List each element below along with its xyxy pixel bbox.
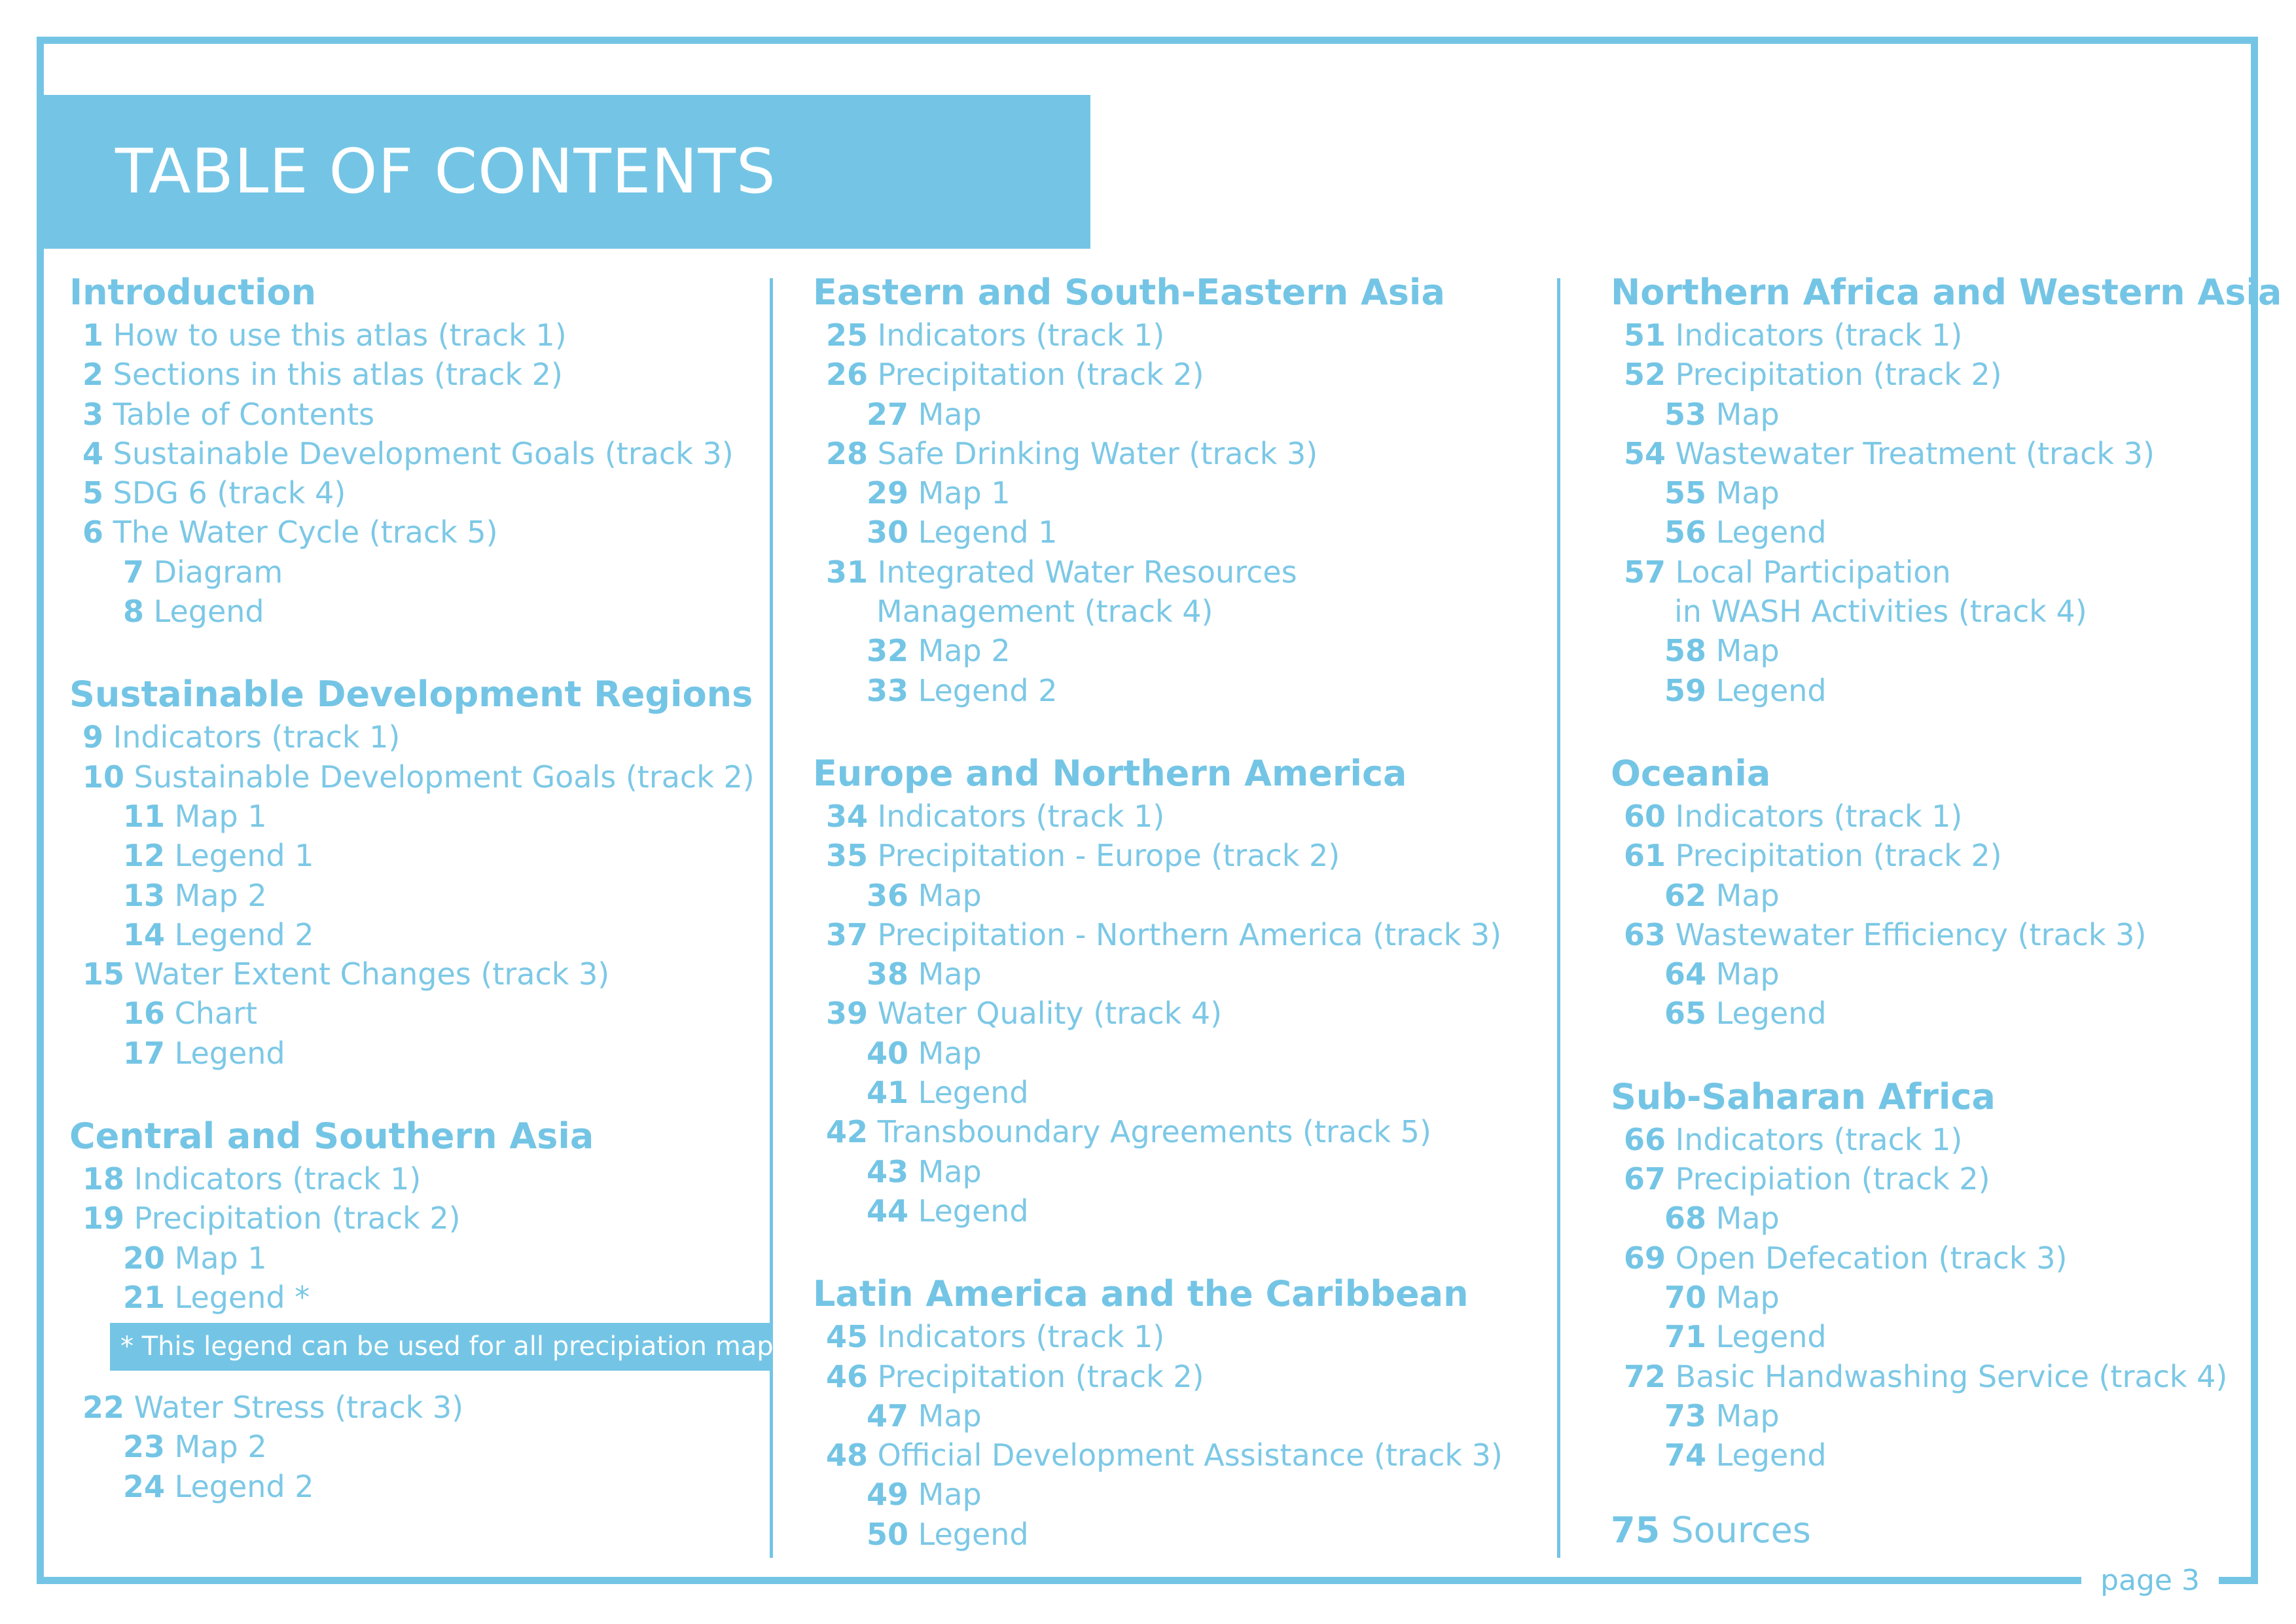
toc-entry[interactable] xyxy=(69,1467,463,1506)
entry-page-number: 24 xyxy=(123,1468,166,1504)
entry-page-number: 10 xyxy=(82,759,125,795)
entry-title: Indicators (track 1) xyxy=(1666,1121,1963,1157)
toc-entry[interactable] xyxy=(1611,552,2282,592)
entry-title: Chart xyxy=(165,996,258,1032)
entry-title: Legend xyxy=(1706,514,1827,550)
toc-entry[interactable] xyxy=(69,797,755,836)
entry-page-number: 45 xyxy=(826,1319,869,1355)
entry-title: Map xyxy=(1706,956,1780,992)
column-divider-2 xyxy=(1557,278,1560,1558)
entry-title: Sustainable Development Goals (track 3) xyxy=(103,435,734,471)
page-title: TABLE OF CONTENTS xyxy=(115,136,776,208)
entry-title: Precipitation (track 2) xyxy=(124,1200,461,1236)
toc-entry[interactable] xyxy=(813,1435,1503,1475)
toc-entry[interactable] xyxy=(813,954,1503,994)
entry-page-number: 7 xyxy=(123,554,145,590)
entry-page-number: 5 xyxy=(82,475,104,511)
toc-entry[interactable] xyxy=(69,552,755,592)
toc-entry[interactable] xyxy=(1611,434,2282,473)
entry-page-number: 59 xyxy=(1664,672,1707,708)
entry-page-number: 56 xyxy=(1664,514,1707,550)
toc-entry[interactable] xyxy=(69,395,755,434)
entry-title: Diagram xyxy=(144,554,283,590)
toc-entry[interactable] xyxy=(813,915,1503,954)
toc-section xyxy=(1611,1074,2282,1475)
toc-entry[interactable] xyxy=(1611,473,2282,513)
toc-column-2 xyxy=(813,270,1503,1595)
entry-title: Map xyxy=(1706,1398,1780,1434)
entry-title: Legend 1 xyxy=(165,838,314,874)
entry-page-number: 57 xyxy=(1624,554,1666,590)
entry-page-number: 23 xyxy=(123,1429,166,1465)
entry-page-number: 71 xyxy=(1664,1319,1707,1355)
toc-entry[interactable] xyxy=(1611,1199,2282,1238)
entry-title: Map xyxy=(908,1398,982,1434)
entry-page-number: 1 xyxy=(82,317,104,353)
entry-page-number: 68 xyxy=(1664,1200,1707,1236)
entry-title: Wastewater Treatment (track 3) xyxy=(1666,435,2155,471)
entry-page-number: 13 xyxy=(123,877,166,913)
toc-section xyxy=(1611,751,2282,1034)
toc-entry[interactable] xyxy=(1611,631,2282,670)
entry-title: Legend xyxy=(908,1516,1029,1552)
section-heading[interactable]: Oceania xyxy=(1611,752,1771,794)
entry-title: Precipitation - Northern America (track 3) xyxy=(868,916,1502,952)
entry-title: Water Extent Changes (track 3) xyxy=(124,956,610,992)
entry-page-number: 15 xyxy=(82,956,125,992)
entry-page-number: 40 xyxy=(867,1035,909,1071)
entry-page-number: 17 xyxy=(123,1035,166,1071)
entry-page-number: 27 xyxy=(867,396,909,432)
entry-page-number: 74 xyxy=(1664,1437,1707,1473)
toc-section xyxy=(813,751,1503,1231)
entry-title: Map 1 xyxy=(908,475,1011,511)
entry-page-number: 58 xyxy=(1664,633,1707,669)
note-text: * This legend can be used for all precipiation maps xyxy=(120,1331,787,1362)
entry-page-number: 42 xyxy=(826,1114,869,1150)
entry-page-number: 11 xyxy=(123,798,166,834)
title-banner xyxy=(37,95,1090,249)
entry-title: Legend 1 xyxy=(908,514,1058,550)
entry-title: Legend 2 xyxy=(165,916,314,952)
toc-entry[interactable] xyxy=(813,1396,1503,1435)
entry-title: Local Participation xyxy=(1666,554,1951,590)
entry-page-number: 28 xyxy=(826,435,869,471)
entry-page-number: 66 xyxy=(1624,1121,1666,1157)
toc-entry[interactable] xyxy=(813,797,1503,836)
entry-page-number: 60 xyxy=(1624,798,1666,834)
section-heading[interactable]: Introduction xyxy=(69,272,317,313)
toc-entry[interactable] xyxy=(69,876,755,915)
entry-title: Legend xyxy=(1706,996,1827,1032)
toc-column-3 xyxy=(1611,270,2282,1515)
entry-page-number: 41 xyxy=(867,1075,909,1111)
entry-title: Sustainable Development Goals (track 2) xyxy=(124,759,755,795)
entry-page-number: 37 xyxy=(826,916,869,952)
entry-title: Sections in this atlas (track 2) xyxy=(103,357,563,393)
toc-entry[interactable] xyxy=(813,473,1503,513)
toc-entry[interactable] xyxy=(69,717,755,757)
toc-entry[interactable] xyxy=(813,876,1503,915)
entry-page-number: 55 xyxy=(1664,475,1707,511)
entry-title: Legend xyxy=(144,594,264,630)
toc-entry[interactable] xyxy=(1611,1159,2282,1199)
entry-title: Legend 2 xyxy=(165,1468,314,1504)
toc-entry[interactable] xyxy=(813,395,1503,434)
entry-page-number: 75 xyxy=(1611,1509,1660,1551)
toc-entry[interactable] xyxy=(813,592,1503,631)
entry-page-number: 16 xyxy=(123,996,166,1032)
toc-entry[interactable] xyxy=(813,1073,1503,1112)
entry-title: Transboundary Agreements (track 5) xyxy=(868,1114,1431,1150)
toc-entry[interactable] xyxy=(813,513,1503,552)
entry-page-number: 25 xyxy=(826,317,869,353)
section-heading[interactable]: Northern Africa and Western Asia xyxy=(1611,272,2282,313)
toc-entry[interactable] xyxy=(1611,915,2282,954)
entry-title: Map 2 xyxy=(908,633,1011,669)
toc-entry[interactable] xyxy=(813,1515,1503,1554)
entry-page-number: 19 xyxy=(82,1200,125,1236)
entry-page-number: 50 xyxy=(867,1516,909,1552)
entry-page-number: 64 xyxy=(1664,956,1707,992)
toc-entry[interactable] xyxy=(1611,592,2282,631)
entry-title: Map xyxy=(1706,1200,1780,1236)
entry-page-number: 6 xyxy=(82,514,104,550)
entry-page-number: 32 xyxy=(867,633,909,669)
entry-page-number: 51 xyxy=(1624,317,1666,353)
entry-page-number: 36 xyxy=(867,877,909,913)
entry-title: Map xyxy=(908,396,982,432)
toc-entry[interactable] xyxy=(813,434,1503,473)
entry-page-number: 26 xyxy=(826,357,869,393)
toc-entry-sources[interactable] xyxy=(1611,1507,1811,1553)
toc-entry[interactable] xyxy=(813,1034,1503,1073)
entry-page-number: 31 xyxy=(826,554,869,590)
toc-entry[interactable] xyxy=(69,1388,463,1427)
entry-page-number: 46 xyxy=(826,1358,869,1394)
entry-title: Precipitation (track 2) xyxy=(1666,838,2002,874)
toc-entry[interactable] xyxy=(1611,671,2282,710)
entry-page-number: 38 xyxy=(867,956,909,992)
entry-title: Map xyxy=(1706,1279,1780,1315)
entry-title: Map xyxy=(908,877,982,913)
section-heading[interactable]: Sub-Saharan Africa xyxy=(1611,1075,1996,1117)
entry-page-number: 14 xyxy=(123,916,166,952)
toc-entry[interactable] xyxy=(69,1238,755,1278)
entry-title: Precipitation (track 2) xyxy=(1666,357,2002,393)
section-heading[interactable]: Europe and Northern America xyxy=(813,752,1407,794)
entry-page-number: 52 xyxy=(1624,357,1666,393)
toc-entry[interactable] xyxy=(813,836,1503,875)
toc-entry[interactable] xyxy=(813,1152,1503,1191)
entry-page-number: 72 xyxy=(1624,1358,1666,1394)
entry-title: Precipitation - Europe (track 2) xyxy=(868,838,1340,874)
toc-entry[interactable] xyxy=(69,355,755,394)
toc-entry[interactable] xyxy=(813,1112,1503,1151)
entry-title: Indicators (track 1) xyxy=(868,798,1165,834)
entry-page-number: 9 xyxy=(82,719,104,755)
entry-title: Map xyxy=(908,956,982,992)
entry-page-number: 2 xyxy=(82,357,104,393)
entry-page-number: 3 xyxy=(82,396,104,432)
toc-entry[interactable] xyxy=(1611,1317,2282,1356)
toc-entry[interactable] xyxy=(69,1034,755,1073)
entry-title: Legend * xyxy=(165,1279,310,1315)
toc-section xyxy=(69,1113,755,1317)
toc-entry[interactable] xyxy=(69,836,755,875)
toc-entry[interactable] xyxy=(1611,1278,2282,1317)
toc-entry[interactable] xyxy=(1611,876,2282,915)
toc-entry[interactable] xyxy=(1611,513,2282,552)
toc-entry[interactable] xyxy=(1611,1357,2282,1396)
entry-title: Map 2 xyxy=(165,877,267,913)
toc-entry[interactable] xyxy=(813,316,1503,355)
toc-entry[interactable] xyxy=(69,954,755,994)
toc-entry[interactable] xyxy=(69,513,755,552)
entry-page-number: 43 xyxy=(867,1153,909,1189)
entry-title: Precipiation (track 2) xyxy=(1666,1161,1990,1197)
toc-section xyxy=(1611,270,2282,710)
entry-page-number: 21 xyxy=(123,1279,166,1315)
toc-entry[interactable] xyxy=(813,552,1503,592)
entry-title: Legend xyxy=(1706,1437,1827,1473)
entry-title: Map xyxy=(1706,633,1780,669)
entry-title: Indicators (track 1) xyxy=(1666,317,1963,353)
entry-title: The Water Cycle (track 5) xyxy=(103,514,498,550)
precipitation-legend-note xyxy=(110,1323,787,1371)
entry-page-number: 61 xyxy=(1624,838,1666,874)
toc-entry[interactable] xyxy=(1611,316,2282,355)
entry-title: Legend xyxy=(908,1193,1029,1229)
toc-entry[interactable] xyxy=(1611,1238,2282,1278)
entry-page-number: 53 xyxy=(1664,396,1707,432)
entry-page-number: 70 xyxy=(1664,1279,1707,1315)
entry-page-number: 44 xyxy=(867,1193,909,1229)
toc-entry[interactable] xyxy=(69,1159,755,1199)
entry-title: Map 1 xyxy=(165,1240,267,1276)
entry-title: SDG 6 (track 4) xyxy=(103,475,346,511)
toc-entry[interactable] xyxy=(1611,994,2282,1033)
toc-entry[interactable] xyxy=(813,1191,1503,1231)
toc-entry[interactable] xyxy=(1611,355,2282,394)
toc-entry[interactable] xyxy=(1611,395,2282,434)
toc-column-1 xyxy=(69,270,755,1358)
toc-entry[interactable] xyxy=(69,757,755,797)
toc-column-1-continued xyxy=(69,1388,463,1506)
entry-page-number: 49 xyxy=(867,1477,909,1513)
toc-section xyxy=(813,270,1503,710)
toc-entry[interactable] xyxy=(813,631,1503,670)
toc-entry[interactable] xyxy=(69,1278,755,1317)
entry-title: Map xyxy=(1706,877,1780,913)
toc-entry[interactable] xyxy=(813,355,1503,394)
entry-title: in WASH Activities (track 4) xyxy=(1674,594,2087,630)
entry-title: Open Defecation (track 3) xyxy=(1666,1240,2068,1276)
entry-title: Water Stress (track 3) xyxy=(124,1390,464,1425)
entry-title: Official Development Assistance (track 3) xyxy=(868,1437,1503,1473)
entry-title: Legend xyxy=(908,1075,1029,1111)
entry-page-number: 35 xyxy=(826,838,869,874)
toc-entry[interactable] xyxy=(813,671,1503,710)
toc-entry[interactable] xyxy=(69,1427,463,1466)
section-heading[interactable]: Central and Southern Asia xyxy=(69,1115,594,1157)
section-heading[interactable]: Latin America and the Caribbean xyxy=(813,1273,1469,1315)
entry-page-number: 48 xyxy=(826,1437,869,1473)
entry-title: Indicators (track 1) xyxy=(1666,798,1963,834)
entry-title: Map 2 xyxy=(165,1429,267,1465)
toc-entry[interactable] xyxy=(1611,954,2282,994)
entry-page-number: 54 xyxy=(1624,435,1666,471)
entry-page-number: 73 xyxy=(1664,1398,1707,1434)
toc-section xyxy=(813,1271,1503,1554)
entry-page-number: 22 xyxy=(82,1390,125,1425)
entry-title: Indicators (track 1) xyxy=(124,1161,422,1197)
toc-entry[interactable] xyxy=(69,316,755,355)
entry-title: Map xyxy=(908,1153,982,1189)
entry-title: Management (track 4) xyxy=(876,594,1213,630)
section-heading[interactable]: Eastern and South-Eastern Asia xyxy=(813,272,1445,313)
toc-entry[interactable] xyxy=(69,994,755,1033)
entry-title: Map xyxy=(908,1477,982,1513)
entry-title: Map xyxy=(908,1035,982,1071)
toc-entry[interactable] xyxy=(813,1357,1503,1396)
toc-entry[interactable] xyxy=(813,994,1503,1033)
entry-page-number: 69 xyxy=(1624,1240,1666,1276)
entry-page-number: 65 xyxy=(1664,996,1707,1032)
entry-page-number: 39 xyxy=(826,996,869,1032)
toc-entry[interactable] xyxy=(69,915,755,954)
entry-page-number: 20 xyxy=(123,1240,166,1276)
section-heading[interactable]: Sustainable Development Regions xyxy=(69,674,753,715)
toc-entry[interactable] xyxy=(1611,1120,2282,1159)
entry-page-number: 30 xyxy=(867,514,909,550)
entry-title: Table of Contents xyxy=(103,396,375,432)
toc-entry[interactable] xyxy=(1611,836,2282,875)
entry-title: Precipitation (track 2) xyxy=(868,1358,1204,1394)
entry-title: Safe Drinking Water (track 3) xyxy=(868,435,1318,471)
toc-entry[interactable] xyxy=(1611,1435,2282,1475)
entry-title: Sources xyxy=(1660,1509,1811,1551)
entry-title: Wastewater Efficiency (track 3) xyxy=(1666,916,2147,952)
entry-title: Map xyxy=(1706,475,1780,511)
toc-section xyxy=(69,672,755,1073)
entry-title: Legend 2 xyxy=(908,672,1058,708)
entry-title: Integrated Water Resources xyxy=(868,554,1297,590)
entry-title: Legend xyxy=(165,1035,285,1071)
entry-page-number: 8 xyxy=(123,594,145,630)
toc-section xyxy=(69,270,755,631)
toc-entry[interactable] xyxy=(69,434,755,473)
entry-page-number: 62 xyxy=(1664,877,1707,913)
toc-entry[interactable] xyxy=(69,592,755,631)
entry-page-number: 18 xyxy=(82,1161,125,1197)
toc-entry[interactable] xyxy=(813,1317,1503,1356)
toc-entry[interactable] xyxy=(813,1475,1503,1514)
entry-page-number: 63 xyxy=(1624,916,1666,952)
entry-page-number: 47 xyxy=(867,1398,909,1434)
toc-entry[interactable] xyxy=(1611,797,2282,836)
entry-title: Water Quality (track 4) xyxy=(868,996,1223,1032)
entry-page-number: 12 xyxy=(123,838,166,874)
toc-entry[interactable] xyxy=(1611,1396,2282,1435)
page-number: page 3 xyxy=(2081,1561,2219,1600)
entry-title: Precipitation (track 2) xyxy=(868,357,1204,393)
entry-title: Map 1 xyxy=(165,798,267,834)
entry-title: Legend xyxy=(1706,1319,1827,1355)
entry-title: Indicators (track 1) xyxy=(868,1319,1165,1355)
entry-title: Map xyxy=(1706,396,1780,432)
entry-page-number: 33 xyxy=(867,672,909,708)
entry-page-number: 67 xyxy=(1624,1161,1666,1197)
entry-title: Indicators (track 1) xyxy=(103,719,401,755)
toc-entry[interactable] xyxy=(69,473,755,513)
entry-page-number: 34 xyxy=(826,798,869,834)
entry-title: Indicators (track 1) xyxy=(868,317,1165,353)
entry-title: Legend xyxy=(1706,672,1827,708)
entry-title: Basic Handwashing Service (track 4) xyxy=(1666,1358,2228,1394)
entry-title: How to use this atlas (track 1) xyxy=(103,317,567,353)
entry-page-number: 29 xyxy=(867,475,909,511)
entry-page-number: 4 xyxy=(82,435,104,471)
toc-entry[interactable] xyxy=(69,1199,755,1238)
